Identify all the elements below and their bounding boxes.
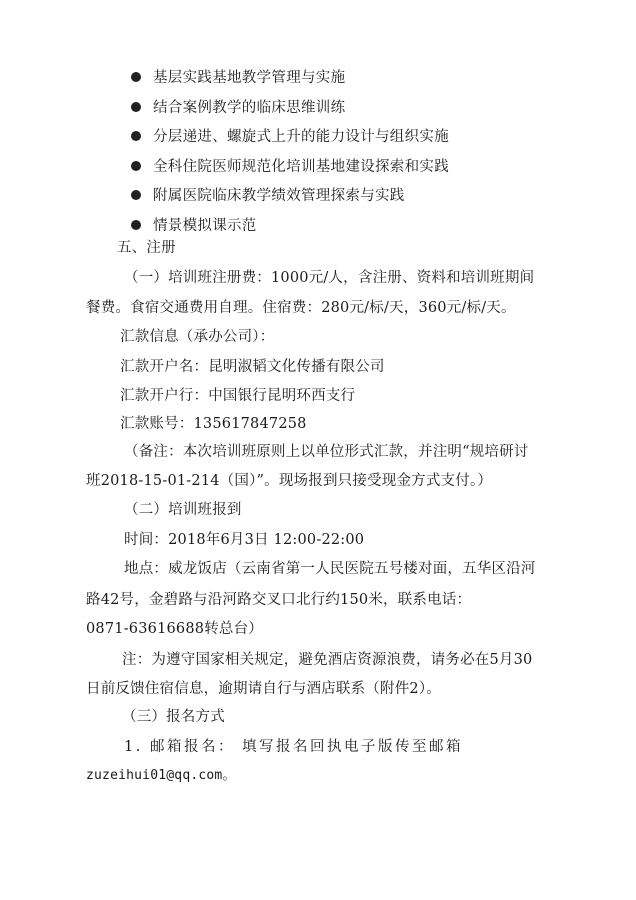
payment-note-line1: （备注：本次培训班原则上以单位形式汇款，并注明“规培研讨 — [124, 444, 529, 460]
list-item-text: 附属医院临床教学绩效管理探索与实践 — [153, 188, 405, 205]
signup-email-line1: 1. 邮箱报名： 填写报名回执电子版传至邮箱 — [124, 739, 464, 755]
bullet-icon — [131, 190, 141, 200]
checkin-place-line3: 0871-63616688转总台） — [86, 621, 264, 637]
payment-note-line2: 班2018-15-01-214（国）”。现场报到只接受现金方式支付。） — [86, 473, 493, 489]
bullet-icon — [131, 72, 141, 82]
remit-info-label: 汇款信息（承办公司）： — [120, 329, 275, 345]
accommodation-note-line2: 日前反馈住宿信息，逾期请自行与酒店联系（附件2）。 — [86, 681, 441, 697]
section-heading-registration: 五、注册 — [117, 240, 176, 256]
list-item — [131, 94, 571, 124]
registration-fee-line1: （一）培训班注册费：1000元/人，含注册、资料和培训班期间 — [124, 270, 535, 286]
checkin-place-line2: 路42号，金碧路与沿河路交叉口北行约150米，联系电话： — [86, 592, 472, 608]
list-item-text: 情景模拟课示范 — [153, 217, 257, 234]
bullet-icon — [131, 161, 141, 171]
training-topics-list — [131, 64, 571, 242]
signup-email-address: zuzeihui01@qq.com。 — [86, 768, 236, 783]
list-item-text: 基层实践基地教学管理与实施 — [153, 70, 346, 86]
list-item-text: 分层递进、螺旋式上升的能力设计与组织实施 — [153, 129, 449, 146]
list-item — [131, 212, 571, 242]
bullet-icon — [131, 220, 141, 230]
accommodation-note-line1: 注：为遵守国家相关规定，避免酒店资源浪费，请务必在5月30 — [122, 652, 533, 668]
subsection-heading-signup: （三）报名方式 — [122, 709, 225, 725]
list-item — [131, 123, 571, 153]
checkin-time: 时间：2018年6月3日 12:00-22:00 — [124, 532, 365, 548]
bullet-icon — [131, 131, 141, 141]
list-item-text: 全科住院医师规范化培训基地建设探索和实践 — [153, 158, 449, 175]
bank-name: 汇款开户行：中国银行昆明环西支行 — [120, 388, 356, 404]
account-name: 汇款开户名：昆明淑韬文化传播有限公司 — [120, 359, 385, 375]
registration-fee-line2: 餐费。食宿交通费用自理。住宿费：280元/标/天，360元/标/天。 — [86, 300, 516, 316]
subsection-heading-checkin: （二）培训班报到 — [124, 502, 242, 518]
list-item-text: 结合案例教学的临床思维训练 — [153, 99, 346, 116]
list-item — [131, 182, 571, 212]
list-item — [131, 64, 571, 94]
bullet-icon — [131, 102, 141, 112]
checkin-place-line1: 地点：威龙饭店（云南省第一人民医院五号楼对面，五华区沿河 — [124, 561, 536, 577]
list-item — [131, 153, 571, 183]
account-number: 汇款账号：135617847258 — [120, 416, 307, 432]
